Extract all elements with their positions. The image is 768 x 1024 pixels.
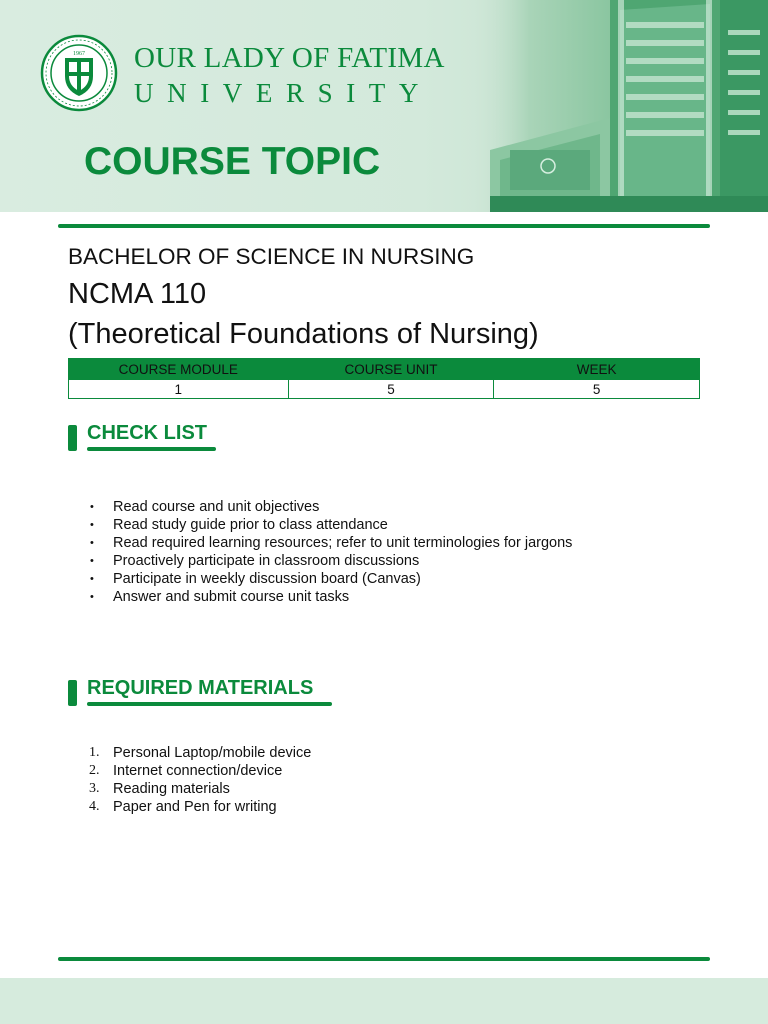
checklist-item-text: Proactively participate in classroom discussions [113,553,420,569]
item-number: 3. [89,781,100,796]
list-item [90,552,572,570]
header-week: WEEK [494,359,700,380]
table-header-row [69,359,700,380]
bullet: • [90,591,94,603]
material-item-text: Personal Laptop/mobile device [113,745,312,761]
header-course-unit: COURSE UNIT [288,359,494,380]
footer-band [0,978,768,1024]
bottom-divider [58,957,710,961]
course-title: (Theoretical Foundations of Nursing) [68,318,539,350]
checklist-item-text: Participate in weekly discussion board (Canvas) [113,571,421,587]
checklist-underline [87,447,216,451]
material-item-text: Internet connection/device [113,763,283,779]
item-number: 1. [89,745,100,760]
list-item [90,516,572,534]
list-item [90,588,572,606]
list-item [90,570,572,588]
program-name: BACHELOR OF SCIENCE IN NURSING [68,244,475,269]
header-banner [0,0,768,212]
materials-marker [68,680,77,706]
cell-week: 5 [494,380,700,399]
list-item [90,534,573,552]
cell-course-unit: 5 [288,380,494,399]
list-item [89,798,311,816]
cell-course-module: 1 [69,380,289,399]
seal-year: 1967 [73,51,85,57]
list-item [89,780,311,798]
campus-building-image [470,0,768,212]
university-name-line2: UNIVERSITY [134,78,432,108]
list-item [90,498,572,516]
page-title: COURSE TOPIC [84,140,381,183]
list-item [89,744,312,762]
university-seal-icon [40,34,118,112]
course-code: NCMA 110 [68,278,207,310]
checklist-item-text: Read course and unit objectives [113,499,320,515]
bullet: • [90,573,94,585]
bullet: • [90,501,94,513]
materials-heading: REQUIRED MATERIALS [87,677,314,699]
university-name-line1: OUR LADY OF FATIMA [134,42,445,74]
bullet: • [90,555,94,567]
checklist-item-text: Answer and submit course unit tasks [113,589,350,605]
course-info-table [68,358,700,399]
checklist-item-text: Read study guide prior to class attendance [113,517,388,533]
list-item [89,762,311,780]
material-item-text: Paper and Pen for writing [113,799,277,815]
materials-underline [87,702,332,706]
item-number: 2. [89,763,100,778]
header-course-module: COURSE MODULE [69,359,289,380]
item-number: 4. [89,799,100,814]
checklist-marker [68,425,77,451]
bullet: • [90,519,94,531]
materials-list [89,744,312,816]
checklist-list [90,498,573,606]
material-item-text: Reading materials [113,781,230,797]
checklist-item-text: Read required learning resources; refer to unit terminologies for jargons [113,535,573,551]
top-divider [58,224,710,228]
table-row [69,380,700,399]
bullet: • [90,537,94,549]
checklist-heading: CHECK LIST [87,422,207,444]
